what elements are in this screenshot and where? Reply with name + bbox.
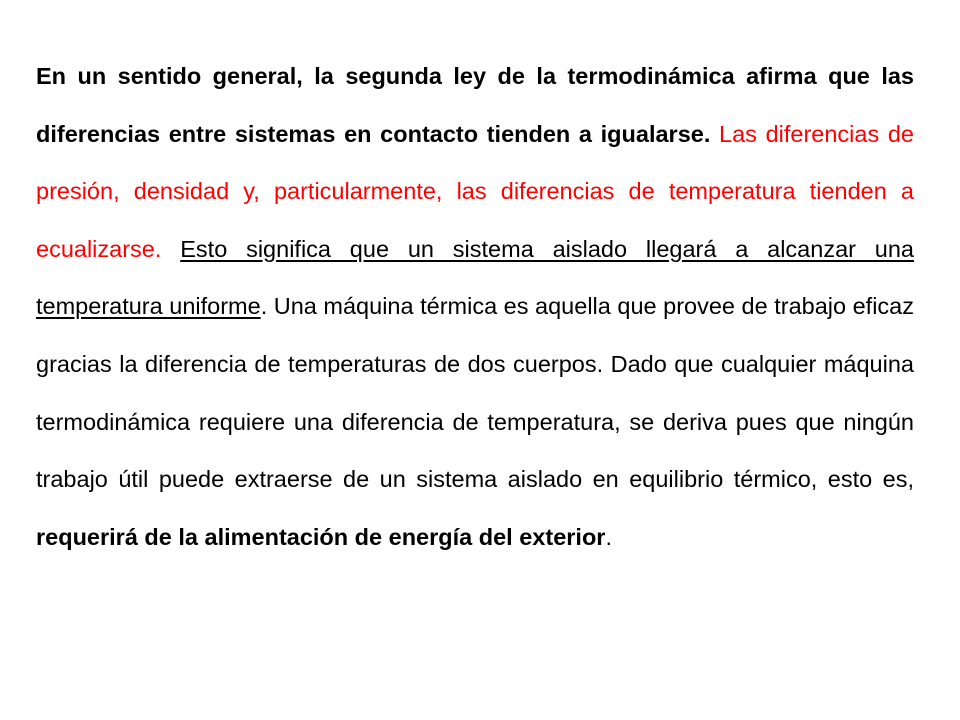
- heat-engine-body-text: . Una máquina térmica es aquella que provee de trabajo eficaz gracias la diferencia de temperaturas de dos cuerpos. Dado que cualquier máquina termodinámica requiere una diferencia de temperatura, se deriva pues que ningún trabajo útil puede extraerse de un sistema aislado en equilibrio térmico, esto es,: [36, 293, 914, 493]
- intro-bold-sentence: En un sentido general, la segunda ley de la termodinámica afirma que las diferencias entre sistemas en contacto tienden a igualarse.: [36, 63, 914, 147]
- pressure-density-red-sentence: Las diferencias de presión, densidad y, particularmente, las diferencias de temperatura tienden a ecualizarse.: [36, 120, 914, 262]
- slide-paragraph: [36, 48, 914, 566]
- final-period: .: [605, 523, 612, 550]
- external-energy-bold-phrase: requerirá de la alimentación de energía del exterior: [36, 523, 606, 550]
- isolated-system-underlined-sentence: Esto significa que un sistema aislado llegará a alcanzar una temperatura uniforme: [36, 235, 914, 320]
